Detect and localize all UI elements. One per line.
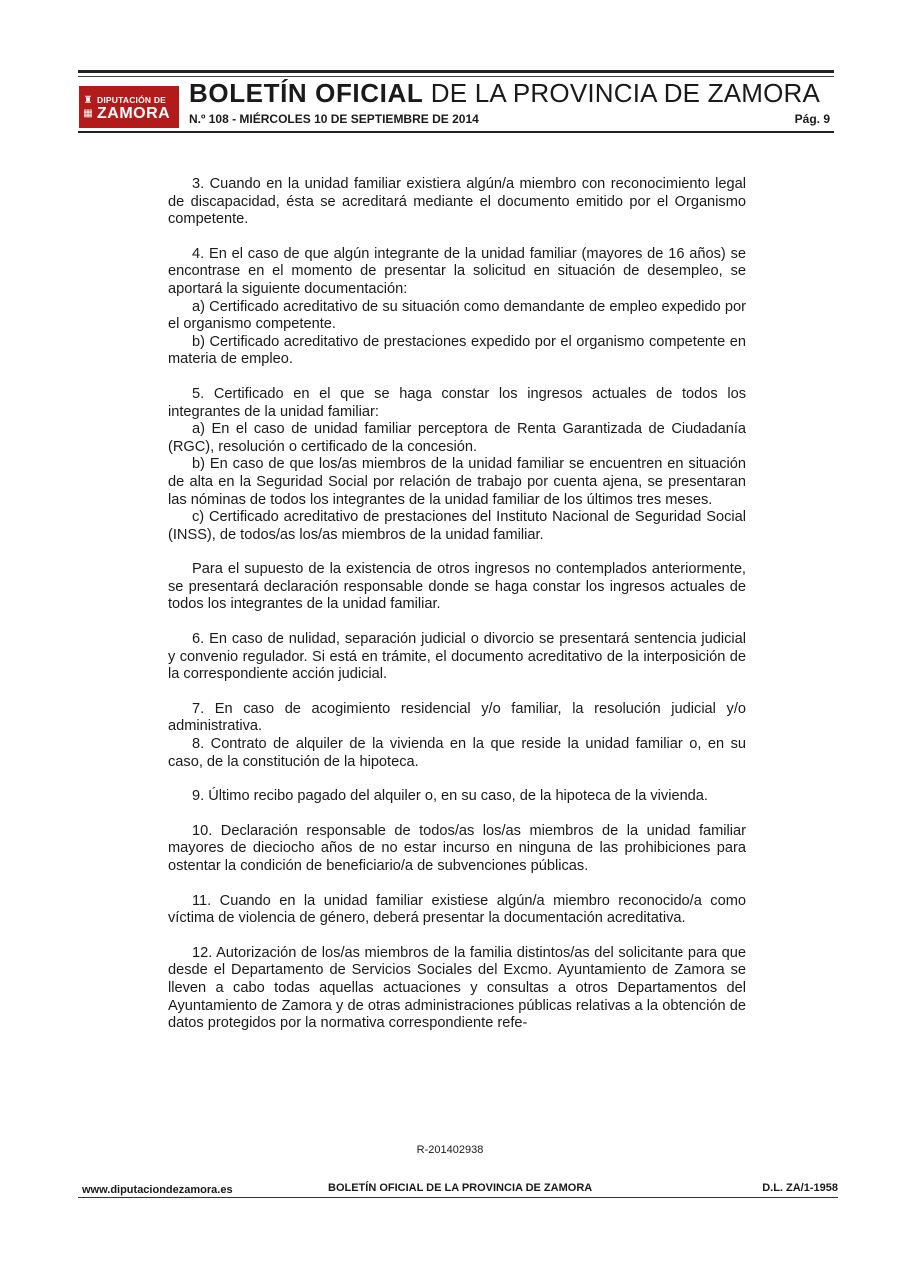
issue-line: N.º 108 - MIÉRCOLES 10 DE SEPTIEMBRE DE 2014 <box>189 112 479 126</box>
paragraph-8: 8. Contrato de alquiler de la vivienda en la que reside la unidad familiar o, en su caso, de la constitución de la hipoteca. <box>168 736 746 770</box>
logo-top-text: DIPUTACIÓN DE <box>97 95 167 105</box>
paragraph-11: 11. Cuando en la unidad familiar existiese algún/a miembro reconocido/a como víctima de violencia de género, deberá presentar la documentación acreditativa. <box>168 892 746 927</box>
paragraph-4: 4. En el caso de que algún integrante de la unidad familiar (mayores de 16 años) se encontrase en el momento de presentar la solicitud en situación de desempleo, se aportará la siguiente documentación: <box>168 245 746 297</box>
paragraph-7: 7. En caso de acogimiento residencial y/o familiar, la resolución judicial y/o administrativa. <box>168 700 746 735</box>
paragraph-5: 5. Certificado en el que se haga constar los ingresos actuales de todos los integrantes de la unidad familiar: <box>168 385 746 420</box>
reference-number: R-201402938 <box>416 1144 484 1156</box>
diputacion-logo <box>79 86 179 128</box>
bulletin-title <box>189 78 820 108</box>
page-number: Pág. 9 <box>794 112 830 126</box>
paragraph-5c: c) Certificado acreditativo de prestaciones del Instituto Nacional de Seguridad Social (INSS), de todos/as los/as miembros de la unidad familiar. <box>168 509 746 543</box>
paragraph-4b: b) Certificado acreditativo de prestaciones expedido por el organismo competente en materia de empleo. <box>168 333 746 368</box>
paragraph-12: 12. Autorización de los/as miembros de la familia distintos/as del solicitante para que desde el Departamento de Servicios Sociales del Excmo. Ayuntamiento de Zamora se lleven a cabo todas aquellas actuaciones y consultas a otros Departamentos del Ayuntamiento de Zamora y de otras administraciones públicas relativas a la obtención de datos protegidos por la normativa correspondiente refe- <box>168 944 746 1032</box>
logo-bottom-text: ZAMORA <box>97 105 171 122</box>
paragraph-9: 9. Último recibo pagado del alquiler o, en su caso, de la hipoteca de la vivienda. <box>192 788 708 805</box>
paragraph-10: 10. Declaración responsable de todos/as los/as miembros de la unidad familiar mayores de dieciocho años de no estar incurso en ninguna de las prohibiciones para ostentar la condición de beneficiario/a de subvenciones públicas. <box>168 822 746 874</box>
footer-bulletin-name: BOLETÍN OFICIAL DE LA PROVINCIA DE ZAMORA <box>328 1182 593 1194</box>
header-top-rule-thin <box>78 76 834 77</box>
paragraph-5a: a) En el caso de unidad familiar perceptora de Renta Garantizada de Ciudadanía (RGC), resolución o certificado de la concesión. <box>168 421 746 455</box>
header-bottom-rule <box>78 131 834 133</box>
paragraph-3: 3. Cuando en la unidad familiar existiera algún/a miembro con reconocimiento legal de discapacidad, ésta se acreditará mediante el documento emitido por el Organismo competente. <box>168 176 746 228</box>
paragraph-5b: b) En caso de que los/as miembros de la unidad familiar se encuentren en situación de alta en la Seguridad Social por relación de trabajo por cuenta ajena, se presentaran las nóminas de todos los integrantes de la unidad familiar de los últimos tres meses. <box>168 456 746 508</box>
footer-website: www.diputaciondezamora.es <box>82 1184 233 1196</box>
footer-legal-deposit: D.L. ZA/1-1958 <box>762 1182 838 1194</box>
title-rest: DE LA PROVINCIA DE ZAMORA <box>423 78 821 108</box>
document-body <box>168 176 746 1033</box>
title-bold: BOLETÍN OFICIAL <box>189 78 424 108</box>
header-top-rule <box>78 70 834 73</box>
paragraph-6: 6. En caso de nulidad, separación judicial o divorcio se presentará sentencia judicial y convenio regulador. Si está en trámite, el documento acreditativo de la interposición de la correspondiente acción judicial. <box>168 631 746 683</box>
paragraph-4a: a) Certificado acreditativo de su situación como demandante de empleo expedido por el organismo competente. <box>168 298 746 333</box>
crest-icon: ♜ ▦ <box>83 95 93 119</box>
footer-rule <box>78 1197 838 1198</box>
paragraph-other-income: Para el supuesto de la existencia de otros ingresos no contemplados anteriormente, se presentará declaración responsable donde se haga constar los ingresos actuales de todos los integrantes de la unidad familiar. <box>168 561 746 613</box>
